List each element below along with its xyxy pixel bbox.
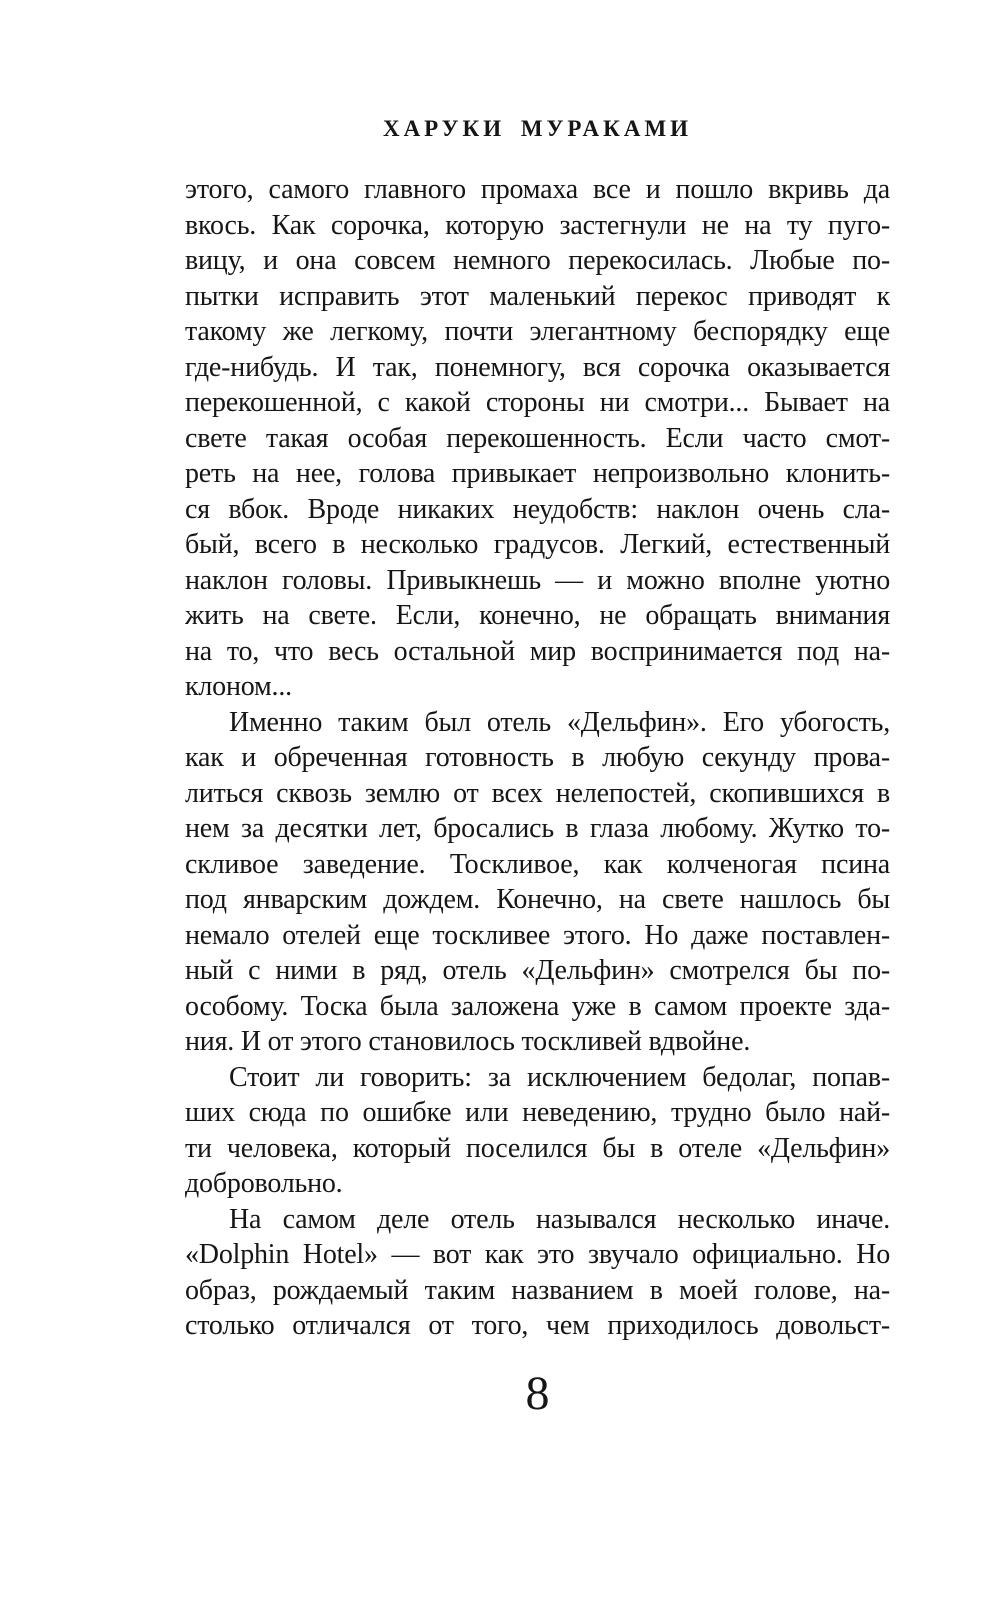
paragraph bbox=[185, 1060, 890, 1202]
text-line: вицу, и она совсем немного перекосилась. Любые по- bbox=[185, 245, 890, 276]
paragraph bbox=[185, 172, 890, 705]
text-line: бый, всего в несколько градусов. Легкий, естественный bbox=[185, 529, 890, 560]
text-line: столько отличался от того, чем приходилось довольст- bbox=[185, 1310, 890, 1341]
page-body bbox=[185, 172, 890, 1344]
text-line: реть на нее, голова привыкает непроизвольно клонить- bbox=[185, 458, 890, 489]
running-header: ХАРУКИ МУРАКАМИ bbox=[382, 116, 693, 141]
text-line: Стоит ли говорить: за исключением бедолаг, попав- bbox=[229, 1061, 890, 1093]
text-line: как и обреченная готовность в любую секунду прова- bbox=[185, 742, 890, 773]
text-line: Именно таким был отель «Дельфин». Его убогость, bbox=[229, 706, 890, 738]
text-line: ших сюда по ошибке или неведению, трудно было най- bbox=[185, 1097, 890, 1128]
text-line: такому же легкому, почти элегантному беспорядку еще bbox=[185, 316, 890, 347]
paragraph bbox=[185, 1202, 890, 1344]
text-line: образ, рождаемый таким названием в моей голове, на- bbox=[185, 1274, 890, 1306]
text-line: особому. Тоска была заложена уже в самом проекте зда- bbox=[185, 990, 890, 1022]
text-line: скливое заведение. Тоскливое, как колченогая псина bbox=[185, 848, 890, 880]
text-line: немало отелей еще тоскливее этого. Но даже поставлен- bbox=[185, 919, 890, 951]
text-line: этого, самого главного промаха все и пошло вкривь да bbox=[185, 174, 890, 205]
text-line: ния. И от этого становилось тоскливей вдвойне. bbox=[185, 1026, 751, 1057]
paragraph bbox=[185, 705, 890, 1060]
text-line: на то, что весь остальной мир воспринимается под на- bbox=[185, 635, 890, 667]
text-line: литься сквозь землю от всех нелепостей, скопившихся в bbox=[185, 777, 890, 809]
text-line: пытки исправить этот маленький перекос приводят к bbox=[185, 280, 890, 312]
text-line: «Dolphin Hotel» — вот как это звучало официально. Но bbox=[185, 1239, 890, 1270]
text-line: добровольно. bbox=[185, 1168, 343, 1199]
text-line: ный с ними в ряд, отель «Дельфин» смотрелся бы по- bbox=[185, 955, 890, 986]
text-line: свете такая особая перекошенность. Если часто смот- bbox=[185, 422, 890, 454]
text-line: наклон головы. Привыкнешь — и можно вполне уютно bbox=[185, 564, 890, 596]
text-line: ся вбок. Вроде никаких неудобств: наклон очень сла- bbox=[185, 493, 890, 525]
text-line: под январским дождем. Конечно, на свете нашлось бы bbox=[185, 884, 890, 915]
text-line: жить на свете. Если, конечно, не обращать внимания bbox=[185, 600, 890, 631]
text-line: На самом деле отель назывался несколько иначе. bbox=[229, 1203, 890, 1235]
page-number: 8 bbox=[525, 1367, 550, 1420]
text-line: клоном... bbox=[185, 671, 292, 702]
text-line: нем за десятки лет, бросались в глаза любому. Жутко то- bbox=[185, 813, 890, 844]
text-line: перекошенной, с какой стороны ни смотри... Бывает на bbox=[185, 387, 890, 418]
text-line: где-нибудь. И так, понемногу, вся сорочка оказывается bbox=[185, 351, 890, 383]
text-line: ти человека, который поселился бы в отеле «Дельфин» bbox=[185, 1132, 890, 1164]
text-line: вкось. Как сорочка, которую застегнули не на ту пуго- bbox=[185, 209, 890, 241]
